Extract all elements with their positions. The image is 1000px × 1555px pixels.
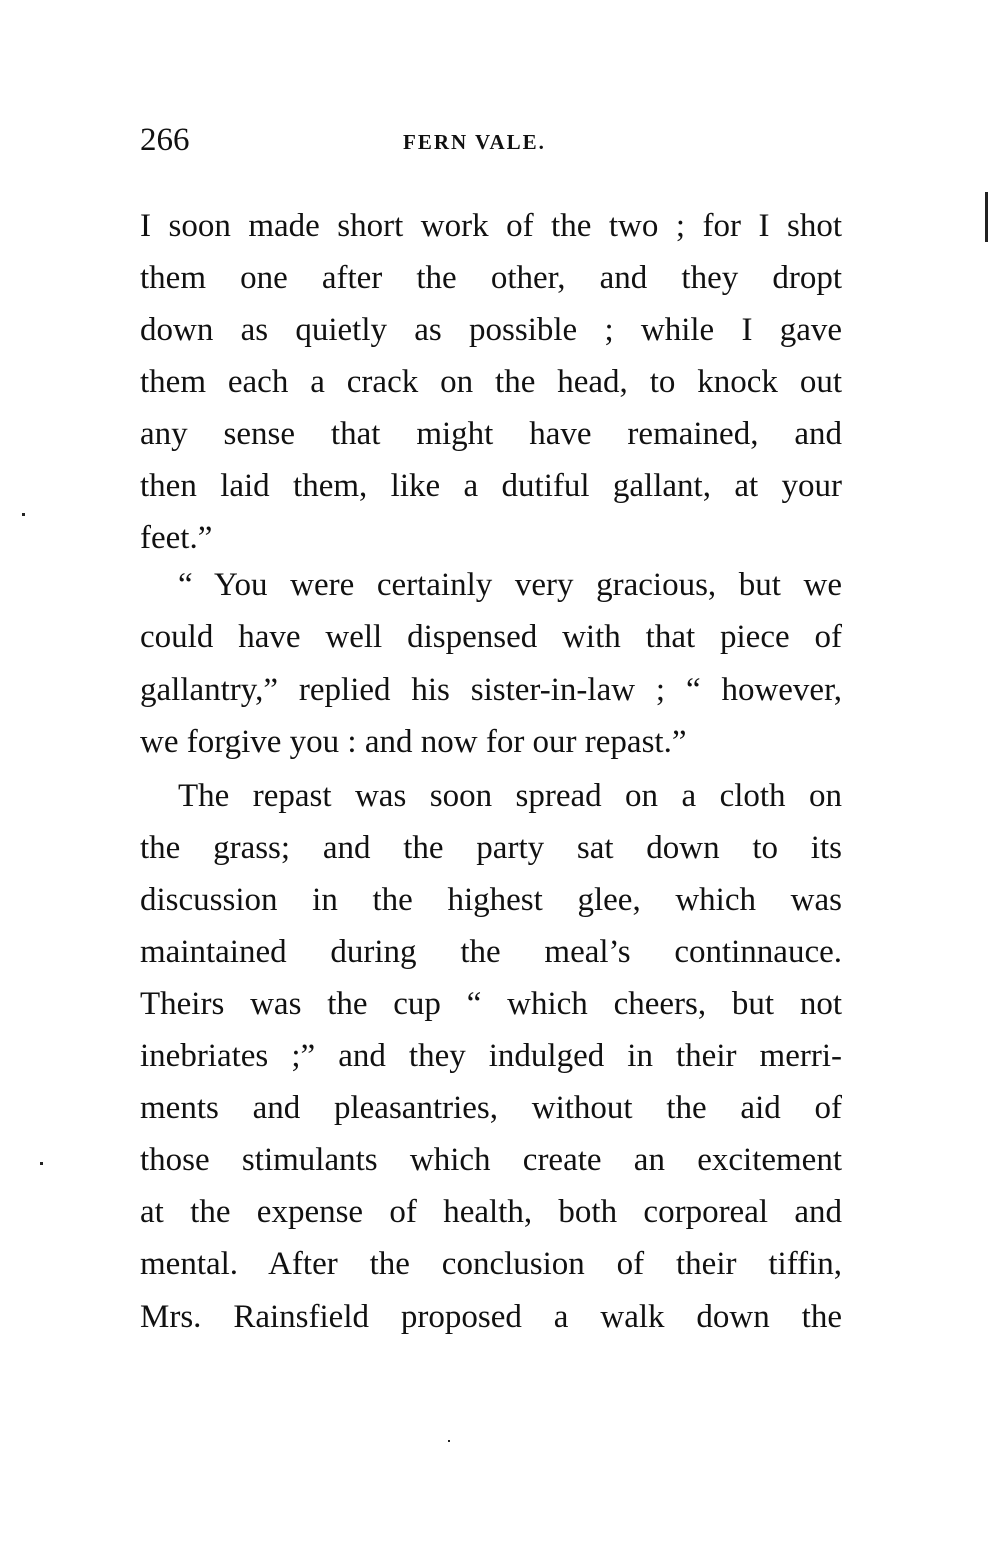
text-line: them each a crack on the head, to knock out: [140, 364, 842, 400]
running-title: FERN VALE.: [403, 130, 546, 154]
text-line: I soon made short work of the two ; for I shot: [140, 208, 842, 244]
text-line: Mrs. Rainsfield proposed a walk down the: [140, 1299, 842, 1335]
text-line: discussion in the highest glee, which was: [140, 882, 842, 918]
text-line: could have well dispensed with that piece of: [140, 619, 842, 655]
margin-rule: [985, 192, 988, 242]
margin-dot: [40, 1162, 43, 1165]
text-line: then laid them, like a dutiful gallant, at your: [140, 468, 842, 504]
text-line: the grass; and the party sat down to its: [140, 830, 842, 866]
text-line: down as quietly as possible ; while I gave: [140, 312, 842, 348]
text-line: The repast was soon spread on a cloth on: [178, 778, 842, 814]
text-line: those stimulants which create an excitement: [140, 1142, 842, 1178]
text-line: ments and pleasantries, without the aid of: [140, 1090, 842, 1126]
page-header: [140, 118, 842, 162]
text-line: inebriates ;” and they indulged in their merri-: [140, 1038, 842, 1074]
text-line: Theirs was the cup “ which cheers, but not: [140, 986, 842, 1022]
text-line: “ You were certainly very gracious, but we: [178, 567, 842, 603]
text-line: we forgive you : and now for our repast.”: [140, 724, 687, 760]
margin-dot: [448, 1440, 450, 1442]
text-line: maintained during the meal’s continnauce.: [140, 934, 842, 970]
text-line: them one after the other, and they dropt: [140, 260, 842, 296]
text-line: mental. After the conclusion of their tiffin,: [140, 1246, 842, 1282]
text-line: any sense that might have remained, and: [140, 416, 842, 452]
page-number: 266: [140, 122, 190, 158]
margin-dot: [22, 513, 25, 516]
text-line: at the expense of health, both corporeal and: [140, 1194, 842, 1230]
text-line: feet.”: [140, 520, 213, 556]
text-line: gallantry,” replied his sister-in-law ; “ however,: [140, 672, 842, 708]
